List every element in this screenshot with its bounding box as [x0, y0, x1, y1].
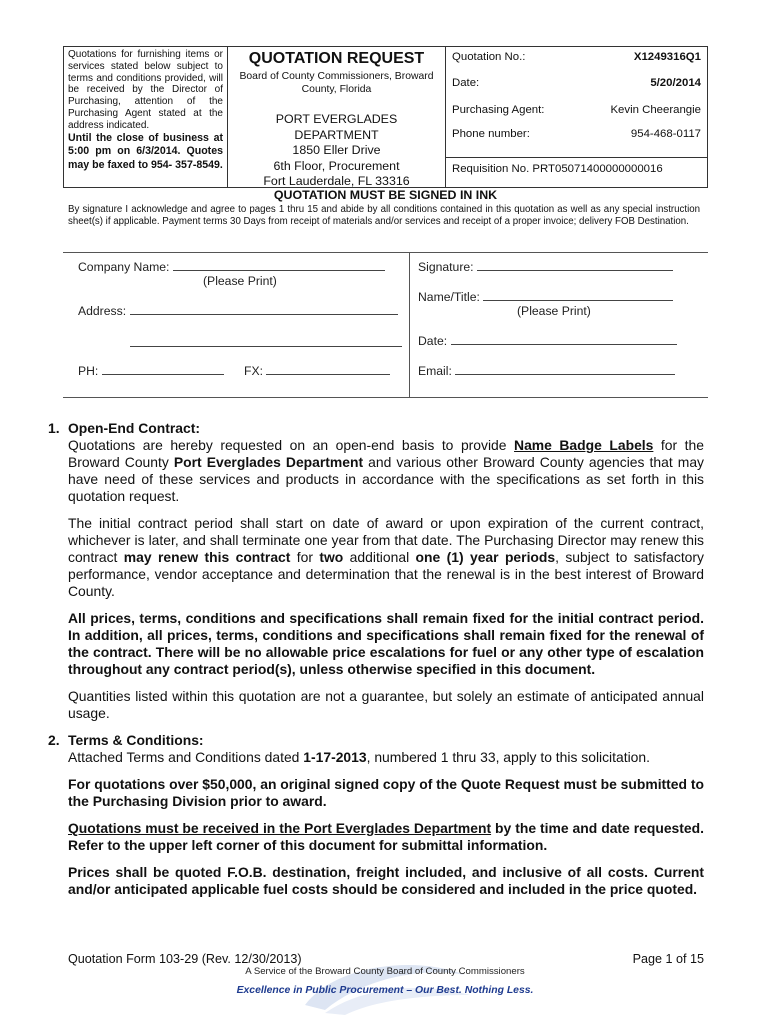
signature-line[interactable]	[477, 260, 673, 271]
phone-label: Phone number:	[452, 128, 530, 140]
form-revision: Quotation Form 103-29 (Rev. 12/30/2013)	[68, 952, 302, 966]
section-open-end-contract	[48, 420, 704, 722]
name-title-field[interactable]	[418, 290, 673, 304]
dept-line: DEPARTMENT	[294, 127, 379, 142]
dept-line: 6th Floor, Procurement	[273, 158, 400, 173]
address-field[interactable]	[78, 304, 398, 318]
date-field[interactable]	[418, 334, 677, 348]
paragraph: For quotations over $50,000, an original signed copy of the Quote Request must be submitted to the Purchasing Division prior to award.	[68, 776, 704, 809]
phone-value: 954-468-0117	[630, 128, 701, 140]
quote-details	[446, 47, 707, 187]
page-number: Page 1 of 15	[632, 952, 704, 966]
address-line[interactable]	[130, 304, 398, 315]
dept-line: PORT EVERGLADES	[275, 112, 398, 126]
footer-tagline: Excellence in Public Procurement – Our Best. Nothing Less.	[236, 985, 534, 996]
agent-label: Purchasing Agent:	[452, 104, 545, 116]
phone-field[interactable]	[78, 364, 224, 378]
submittal-notice	[64, 47, 228, 187]
name-title-line[interactable]	[483, 290, 673, 301]
divider	[63, 252, 708, 253]
document-body	[48, 420, 704, 908]
paragraph: Prices shall be quoted F.O.B. destination, freight included, and inclusive of all costs. Current and/or anticipated applicable fuel costs should be considered and included in the price quoted.	[68, 864, 704, 897]
company-name-label: Company Name:	[78, 260, 170, 274]
signature-acknowledgement: By signature I acknowledge and agree to pages 1 thru 15 and abide by all conditions contained in this quotation as well as any special instruction sheet(s) if applicable. Payment terms 30 Days from receipt of materials and/or services and receipt of a proper invoice; delivery FOB Destination.	[68, 204, 700, 227]
divider	[409, 253, 410, 397]
paragraph: Quotations are hereby requested on an open-end basis to provide Name Badge Labels for the Broward County Port Everglades Department and various other Broward County agencies that may have need of these services and products in accordance with the specifications as set forth in this quotation request.	[68, 437, 704, 504]
footer-service-line: A Service of the Broward County Board of County Commissioners	[245, 966, 525, 977]
email-label: Email:	[418, 364, 452, 378]
phone-row	[452, 128, 701, 144]
email-line[interactable]	[455, 364, 675, 375]
section-heading: Open-End Contract:	[68, 420, 200, 436]
section-heading: Terms & Conditions:	[68, 732, 204, 748]
title-block	[228, 47, 446, 187]
section-number: 1.	[48, 420, 60, 436]
quotation-number-value: X1249316Q1	[633, 51, 701, 63]
date-row	[452, 77, 701, 93]
address-label: Address:	[78, 304, 127, 318]
dept-line: Fort Lauderdale, FL 33316	[263, 174, 410, 188]
document-title: QUOTATION REQUEST	[248, 50, 425, 67]
company-name-field[interactable]	[78, 260, 385, 274]
company-name-line[interactable]	[173, 260, 385, 271]
address-line-2[interactable]	[130, 336, 402, 347]
address-field-2[interactable]	[130, 336, 402, 350]
please-print-note: (Please Print)	[203, 274, 277, 288]
ph-label: PH:	[78, 364, 99, 378]
agent-row	[452, 104, 701, 120]
please-print-note: (Please Print)	[517, 304, 591, 318]
section-number: 2.	[48, 732, 60, 748]
department-address	[228, 112, 445, 190]
requisition-number: Requisition No. PRT05071400000000016	[446, 157, 707, 180]
dept-line: 1850 Eller Drive	[292, 143, 381, 157]
paragraph: All prices, terms, conditions and specifications shall remain fixed for the initial contract period. In addition, all prices, terms, conditions and specifications shall remain fixed for the renewal of the contract. There will be no allowable price escalations for fuel or any other type of escalation throughout any contract period(s), unless otherwise specified in this document.	[68, 610, 704, 677]
quotation-number-label: Quotation No.:	[452, 51, 526, 63]
paragraph: The initial contract period shall start on date of award or upon expiration of the current contract, whichever is later, and shall terminate one year from that date. The Purchasing Director may renew this contract may renew this contract for two additional one (1) year periods, subject to satisfactory performance, vendor acceptance and determination that the renewal is in the best interest of Broward County.	[68, 515, 704, 599]
board-name: Board of County Commissioners, Broward County, Florida	[239, 71, 434, 95]
agent-value: Kevin Cheerangie	[610, 104, 701, 116]
date-field-label: Date:	[418, 334, 448, 348]
paragraph: Quotations must be received in the Port Everglades Department by the time and date requested. Refer to the upper left corner of this document for submittal information.	[68, 820, 704, 853]
divider	[63, 397, 708, 398]
notice-deadline: Until the close of business at 5:00 pm on 6/3/2014. Quotes may be faxed to 954- 357-8549.	[68, 131, 223, 171]
name-title-label: Name/Title:	[418, 290, 480, 304]
email-field[interactable]	[418, 364, 675, 378]
date-label: Date:	[452, 77, 480, 89]
notice-text: Quotations for furnishing items or services stated below subject to terms and conditions provided, will be received by the Director of Purchasing, attention of the Purchasing Agent stated at the address indicated.	[68, 49, 223, 131]
quotation-number-row	[452, 51, 701, 67]
ph-line[interactable]	[102, 364, 224, 375]
sign-in-ink-title: QUOTATION MUST BE SIGNED IN INK	[273, 188, 498, 202]
paragraph: Attached Terms and Conditions dated 1-17-2013, numbered 1 thru 33, apply to this solicitation.	[68, 749, 650, 765]
fx-line[interactable]	[266, 364, 390, 375]
signature-field[interactable]	[418, 260, 673, 274]
section-terms-conditions	[48, 732, 704, 898]
date-value: 5/20/2014	[650, 77, 701, 89]
paragraph: Quantities listed within this quotation are not a guarantee, but solely an estimate of anticipated annual usage.	[68, 688, 704, 721]
fax-field[interactable]	[244, 364, 390, 378]
header-table	[63, 46, 708, 188]
signature-label: Signature:	[418, 260, 474, 274]
date-line[interactable]	[451, 334, 677, 345]
fx-label: FX:	[244, 364, 263, 378]
